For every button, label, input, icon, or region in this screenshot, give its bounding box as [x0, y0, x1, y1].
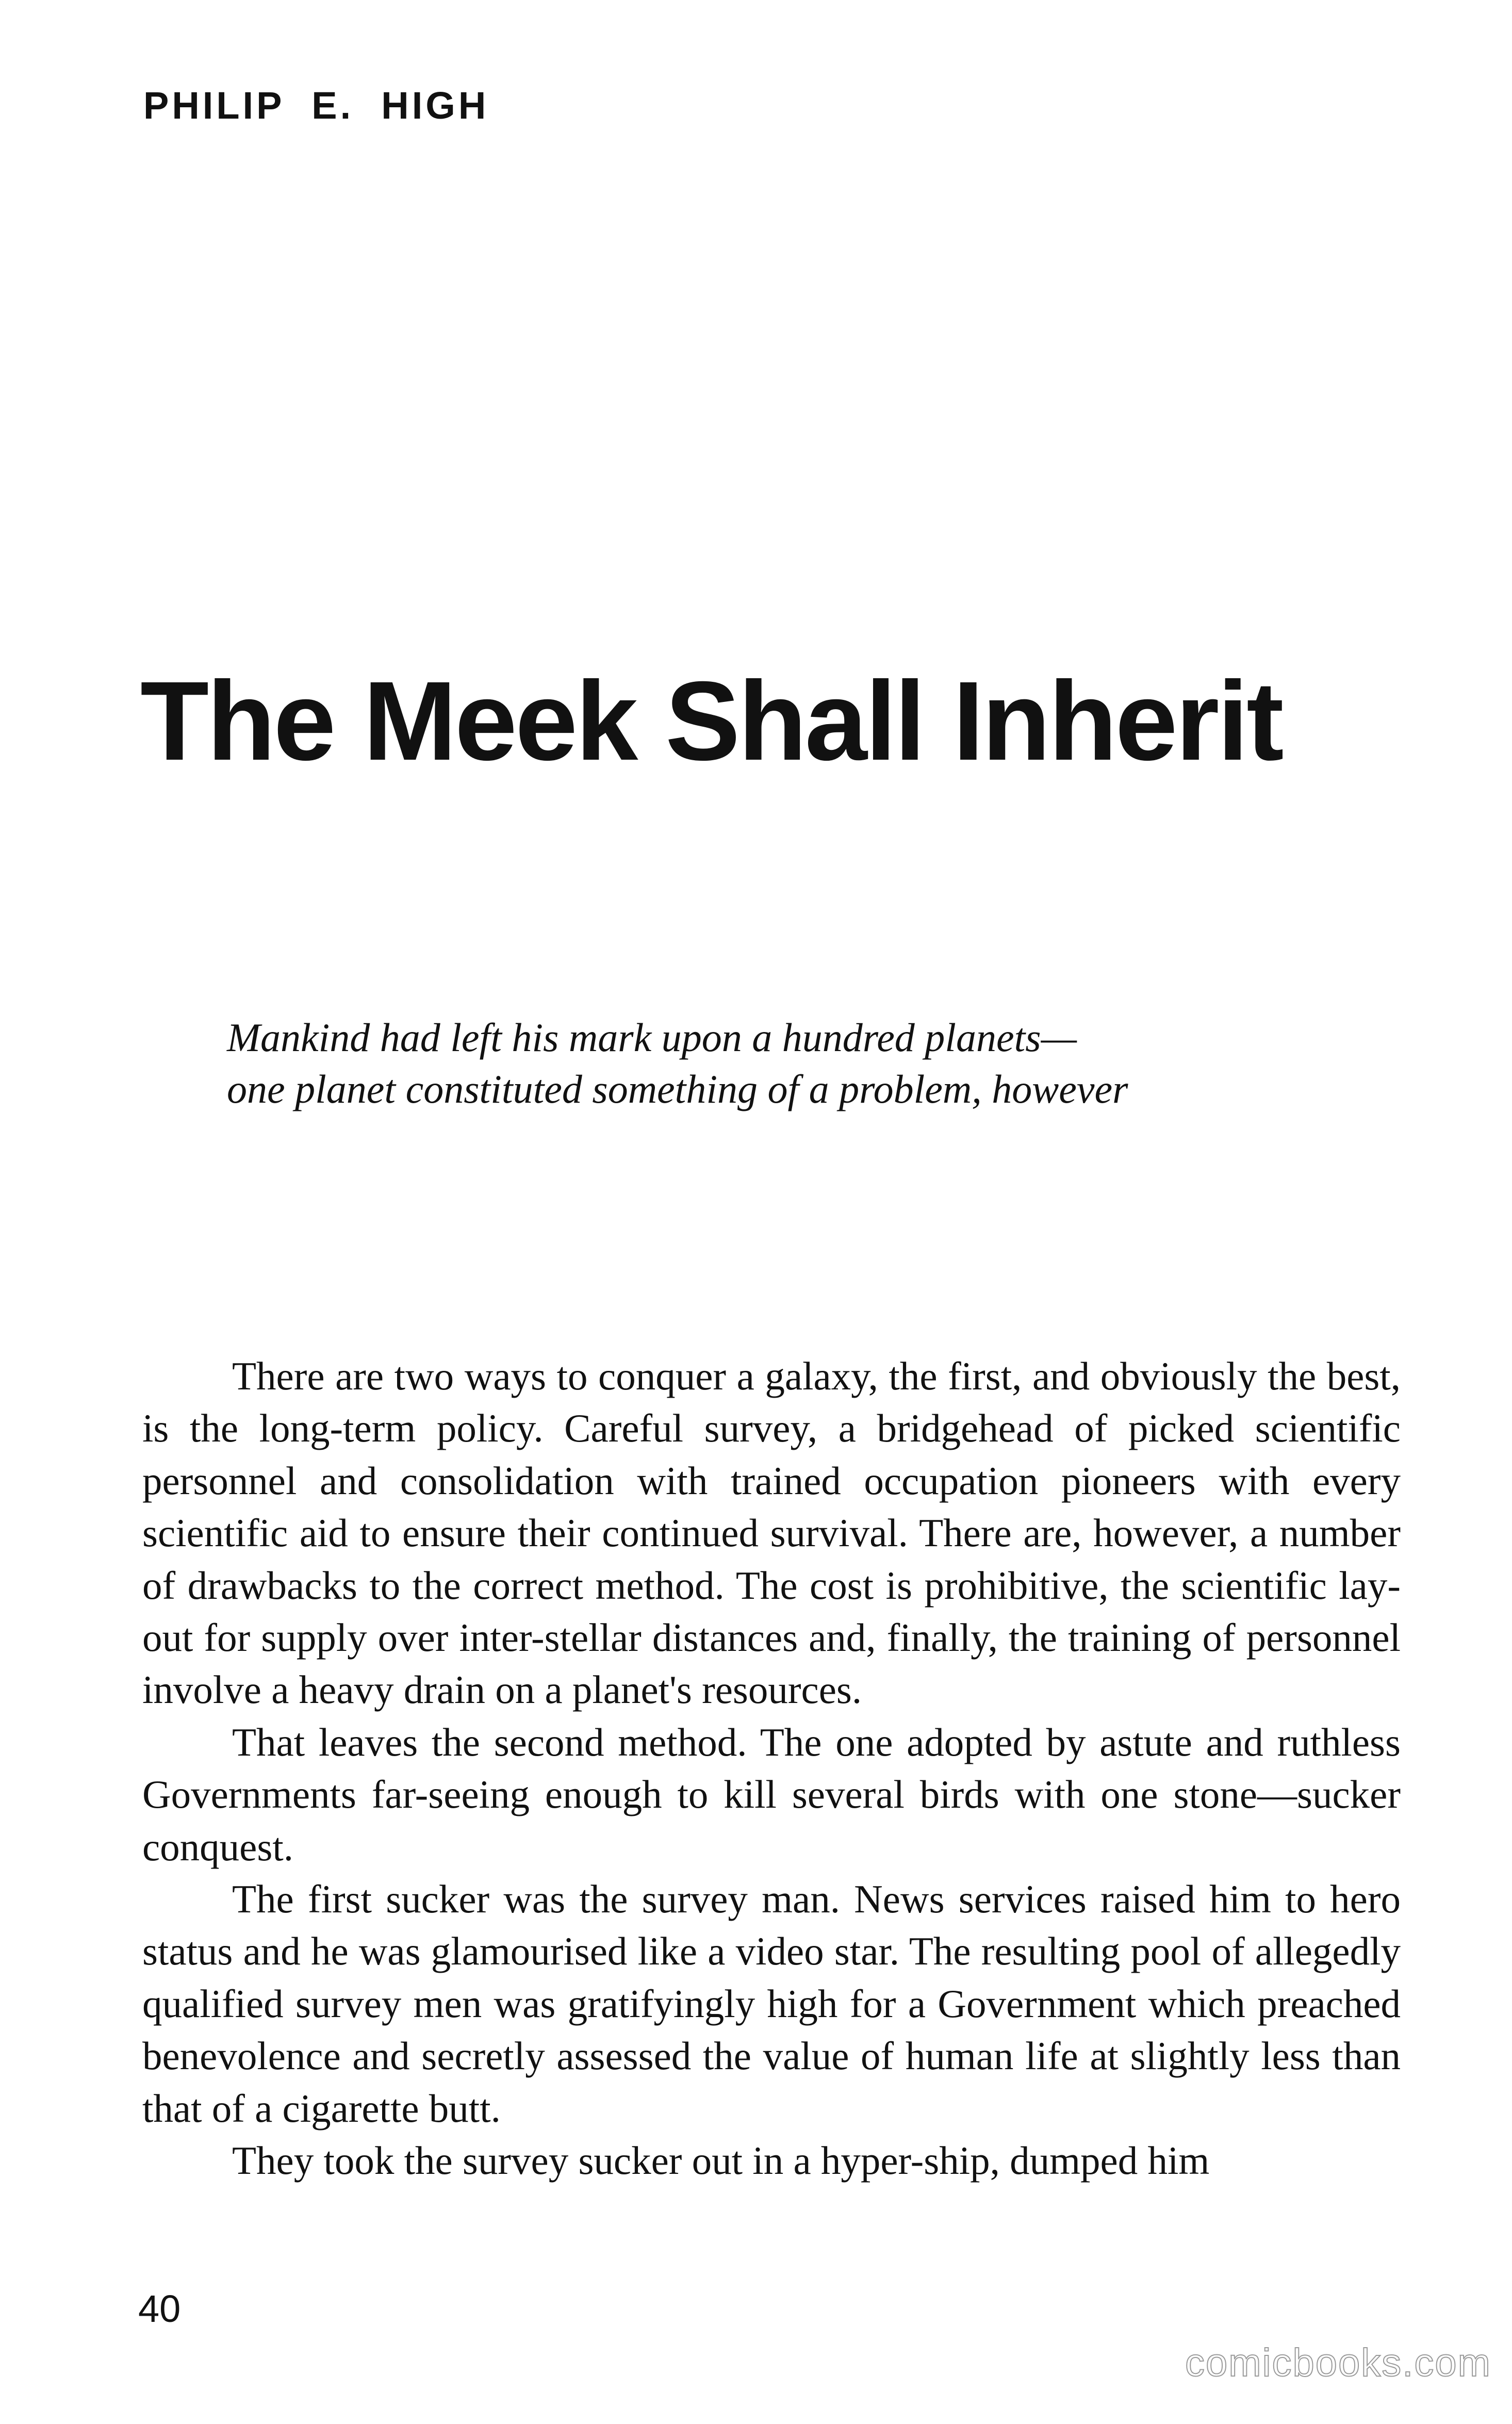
body-paragraph: That leaves the second method. The one adopted by astute and ruthless Governments far-seeing enough to kill several birds with one stone—sucker conquest.: [142, 1719, 1401, 1869]
watermark: comicbooks.com: [1185, 2341, 1491, 2385]
body-paragraph: The first sucker was the survey man. News services raised him to hero status and he was glamourised like a video star. The resulting pool of allegedly qualified survey men was gratifyingly high for a Government which preached benevolence and secretly assessed the value of human life at slightly less than that of a cigarette butt.: [142, 1877, 1401, 2131]
story-title: The Meek Shall Inherit: [140, 659, 1282, 784]
blurb-line: Mankind had left his mark upon a hundred planets—: [227, 1015, 1077, 1060]
body-paragraph: There are two ways to conquer a galaxy, the first, and obviously the best, is the long-term policy. Careful survey, a bridgehead of picked scientific personnel and consolidation with trained occupation pioneers with every scientific aid to ensure their continued survival. There are, however, a number of drawbacks to the correct method. The cost is prohibitive, the scientific lay-out for supply over inter-stellar distances and, finally, the training of personnel involve a heavy drain on a planet's resources.: [142, 1354, 1401, 1712]
author-name: PHILIP E. HIGH: [143, 84, 489, 127]
page-number: 40: [138, 2287, 181, 2330]
story-blurb: [227, 1012, 1320, 1115]
blurb-line: one planet constituted something of a problem, however: [227, 1067, 1128, 1111]
body-paragraph: They took the survey sucker out in a hyper-ship, dumped him: [232, 2138, 1210, 2183]
story-body: [142, 1350, 1401, 2187]
